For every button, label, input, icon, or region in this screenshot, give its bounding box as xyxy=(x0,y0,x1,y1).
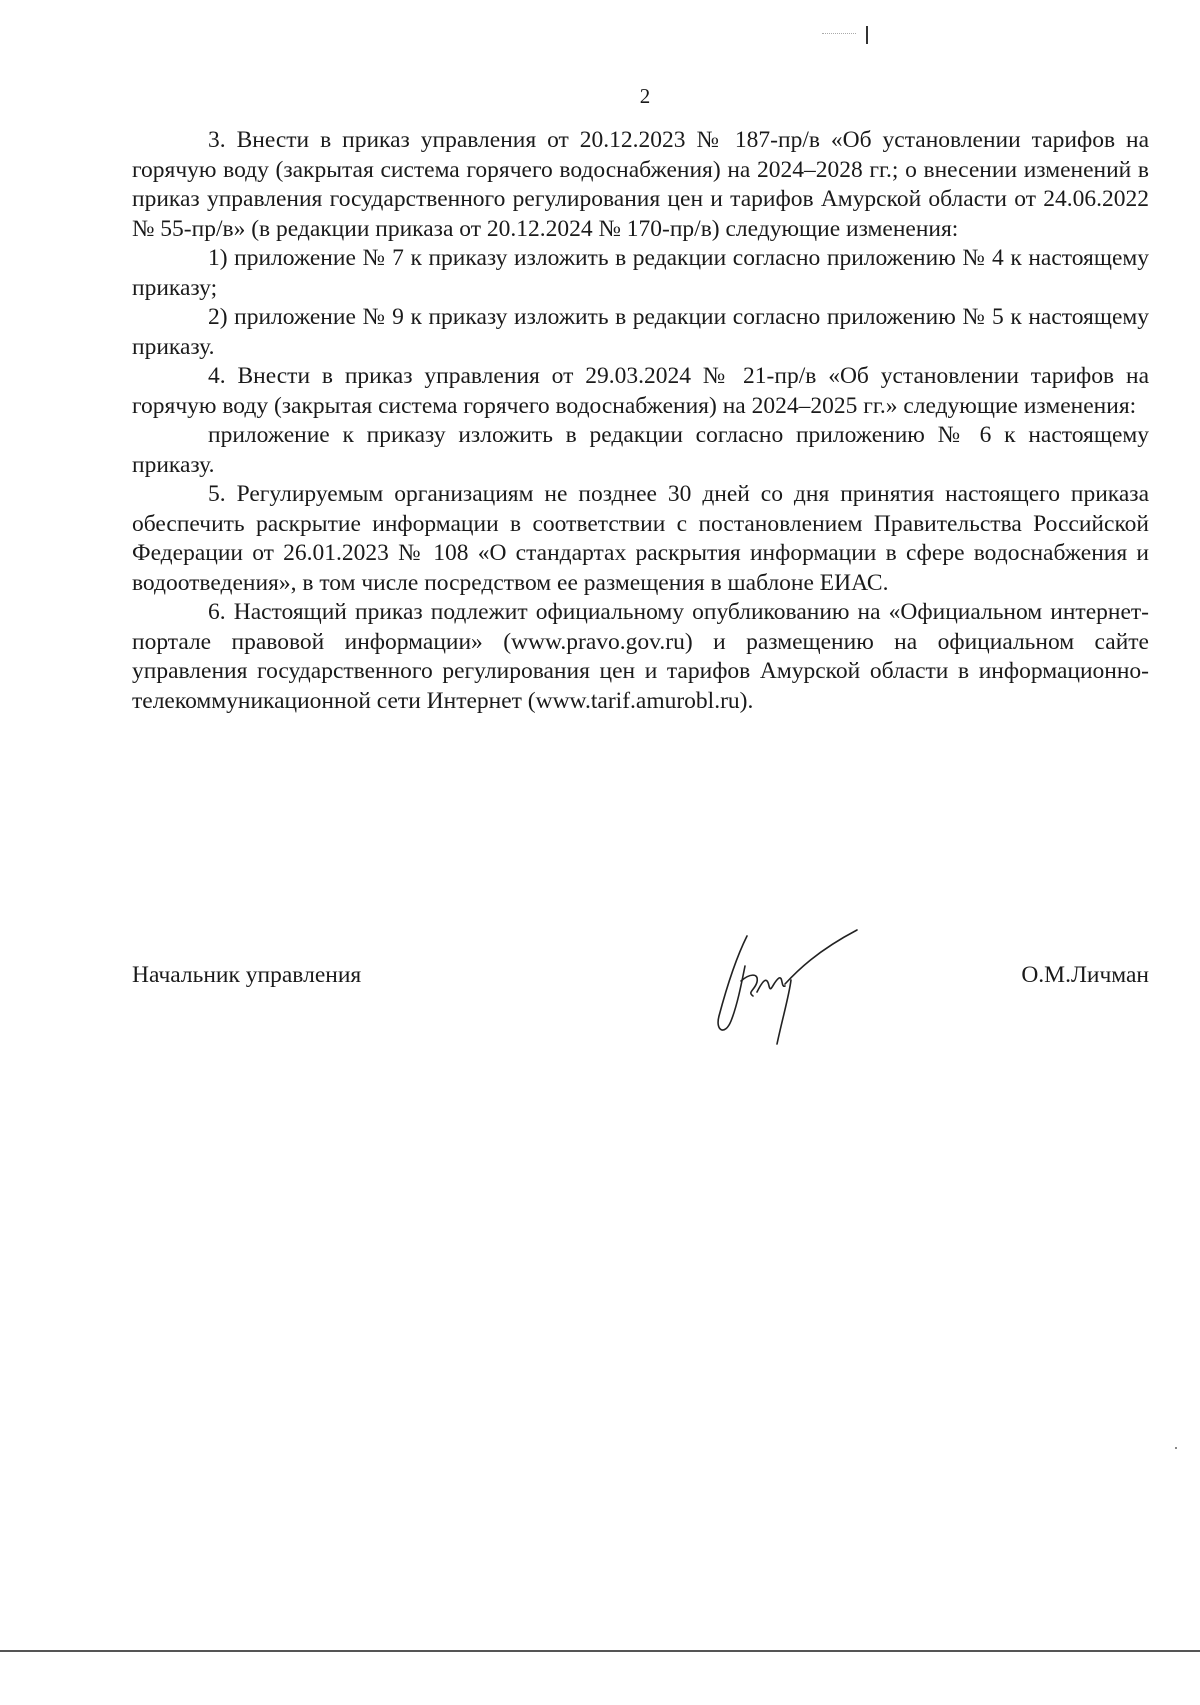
scan-edge-line xyxy=(0,1650,1200,1652)
paragraph-subitem-2: 2) приложение № 9 к приказу изложить в редакции согласно приложению № 5 к настоящему приказу. xyxy=(132,304,1149,360)
paragraph-item-3: 3. Внести в приказ управления от 20.12.2023 № 187-пр/в «Об установлении тарифов на горячую воду (закрытая система горячего водоснабжения) на 2024–2028 гг.; о внесении изменений в приказ управления государственного регулирования цен и тарифов Амурской области от 24.06.2022 № 55-пр/в» (в редакции приказа от 20.12.2024 № 170-пр/в) следующие изменения: xyxy=(132,127,1149,242)
paragraph-item-5: 5. Регулируемым организациям не позднее 30 дней со дня принятия настоящего приказа обеспечить раскрытие информации в соответствии с постановлением Правительства Российской Федерации от 26.01.2023 № 108 «О стандартах раскрытия информации в сфере водоснабжения и водоотведения», в том числе посредством ее размещения в шаблоне ЕИАС. xyxy=(132,481,1149,596)
paragraph-item-4-text: приложение к приказу изложить в редакции согласно приложению № 6 к настоящему приказу. xyxy=(132,422,1149,478)
scan-artifact-mark xyxy=(866,26,868,44)
document-body xyxy=(132,126,1149,716)
signer-name: О.М.Личман xyxy=(1021,962,1149,988)
scan-artifact-tick xyxy=(1175,1447,1177,1449)
signer-position: Начальник управления xyxy=(132,962,362,988)
handwritten-signature xyxy=(707,926,867,1046)
paragraph-subitem-1: 1) приложение № 7 к приказу изложить в редакции согласно приложению № 4 к настоящему приказу; xyxy=(132,245,1149,301)
paragraph-item-6: 6. Настоящий приказ подлежит официальному опубликованию на «Официальном интернет-портале правовой информации» (www.pravo.gov.ru) и размещению на официальном сайте управления государственного регулирования цен и тарифов Амурской области в информационно-телекоммуникационной сети Интернет (www.tarif.amurobl.ru). xyxy=(132,599,1149,714)
scan-artifact-dots xyxy=(822,33,856,36)
page-number: 2 xyxy=(639,84,651,108)
paragraph-item-4: 4. Внести в приказ управления от 29.03.2024 № 21-пр/в «Об установлении тарифов на горячую воду (закрытая система горячего водоснабжения) на 2024–2025 гг.» следующие изменения: xyxy=(132,363,1149,419)
